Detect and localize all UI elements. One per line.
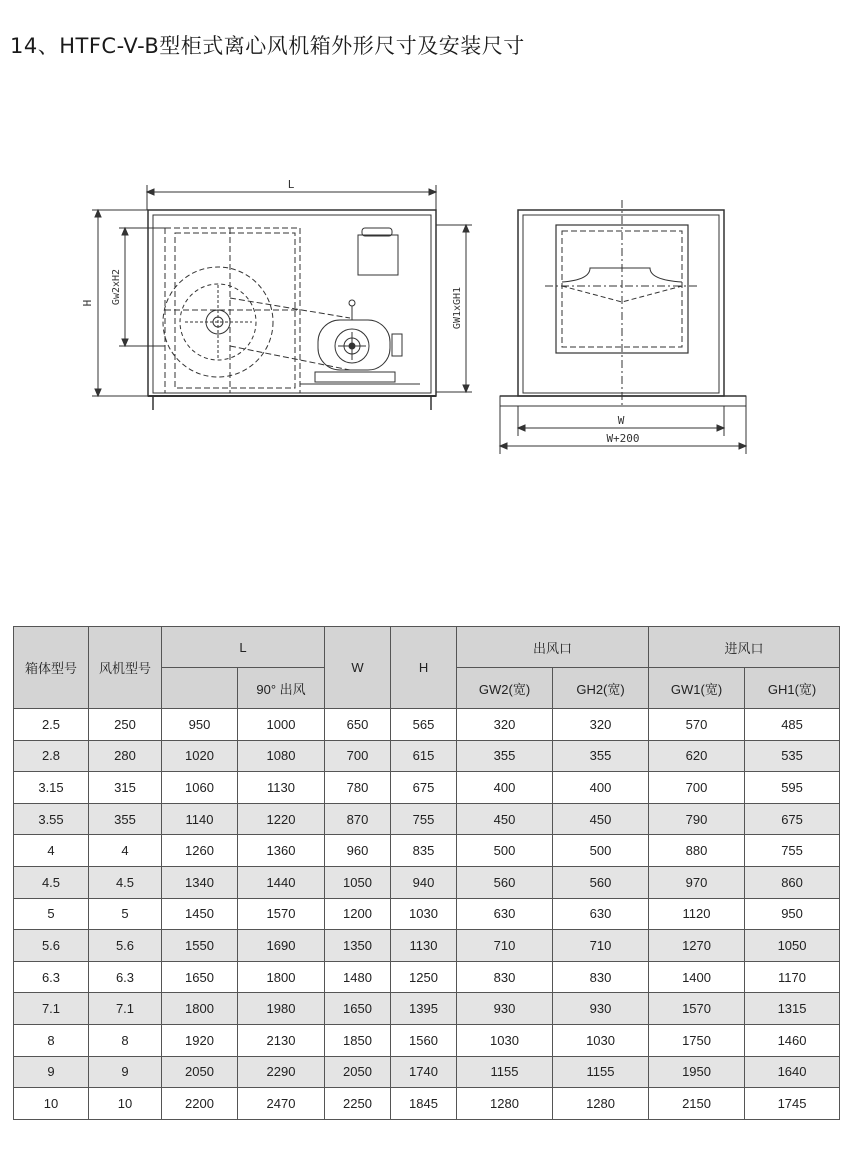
header-W: W	[325, 627, 391, 709]
header-L-90: 90° 出风	[238, 668, 325, 709]
label-L: L	[287, 178, 295, 191]
table-cell: 1550	[162, 930, 238, 962]
dimension-table	[13, 626, 840, 1120]
table-cell: 1750	[649, 1024, 745, 1056]
table-cell: 1260	[162, 835, 238, 867]
table-cell: 950	[162, 709, 238, 741]
table-cell: 10	[89, 1088, 162, 1120]
table-row	[14, 740, 840, 772]
table-cell: 1340	[162, 866, 238, 898]
table-cell: 755	[391, 803, 457, 835]
table-cell: 8	[14, 1024, 89, 1056]
table-cell: 1480	[325, 961, 391, 993]
table-cell: 830	[553, 961, 649, 993]
table-cell: 930	[457, 993, 553, 1025]
table-cell: 1650	[162, 961, 238, 993]
header-fan-model: 风机型号	[89, 627, 162, 709]
header-box-model: 箱体型号	[14, 627, 89, 709]
page-title: 14、HTFC-V-B型柜式离心风机箱外形尺寸及安装尺寸	[10, 34, 525, 58]
table-cell: 755	[745, 835, 840, 867]
table-cell: 3.15	[14, 772, 89, 804]
table-cell: 1360	[238, 835, 325, 867]
table-cell: 970	[649, 866, 745, 898]
table-row	[14, 709, 840, 741]
table-cell: 2130	[238, 1024, 325, 1056]
table-cell: 1140	[162, 803, 238, 835]
header-gh2: GH2(宽)	[553, 668, 649, 709]
front-casing	[518, 210, 724, 396]
side-casing	[148, 210, 436, 396]
table-cell: 6.3	[89, 961, 162, 993]
table-cell: 1950	[649, 1056, 745, 1088]
table-cell: 250	[89, 709, 162, 741]
table-cell: 4.5	[89, 866, 162, 898]
table-cell: 570	[649, 709, 745, 741]
table-cell: 1270	[649, 930, 745, 962]
control-box	[358, 235, 398, 275]
table-cell: 1450	[162, 898, 238, 930]
table-cell: 615	[391, 740, 457, 772]
label-W200: W+200	[606, 432, 640, 445]
table-cell: 1350	[325, 930, 391, 962]
table-cell: 2200	[162, 1088, 238, 1120]
table-cell: 2150	[649, 1088, 745, 1120]
table-cell: 880	[649, 835, 745, 867]
table-cell: 5.6	[14, 930, 89, 962]
table-cell: 400	[457, 772, 553, 804]
table-cell: 1030	[391, 898, 457, 930]
table-cell: 565	[391, 709, 457, 741]
table-cell: 2.5	[14, 709, 89, 741]
table-cell: 1020	[162, 740, 238, 772]
table-cell: 1130	[238, 772, 325, 804]
table-cell: 4	[89, 835, 162, 867]
label-H: H	[81, 299, 94, 307]
table-cell: 2050	[325, 1056, 391, 1088]
table-cell: 940	[391, 866, 457, 898]
header-gw1: GW1(宽)	[649, 668, 745, 709]
table-cell: 650	[325, 709, 391, 741]
table-cell: 1690	[238, 930, 325, 962]
table-cell: 535	[745, 740, 840, 772]
table-row	[14, 1056, 840, 1088]
table-cell: 1845	[391, 1088, 457, 1120]
label-gw2xh2: Gw2xH2	[111, 268, 122, 306]
table-cell: 9	[89, 1056, 162, 1088]
table-cell: 7.1	[89, 993, 162, 1025]
table-cell: 355	[89, 803, 162, 835]
table-cell: 450	[553, 803, 649, 835]
label-W: W	[617, 414, 625, 427]
header-gh1: GH1(宽)	[745, 668, 840, 709]
table-row	[14, 1088, 840, 1120]
table-cell: 630	[553, 898, 649, 930]
table-cell: 1460	[745, 1024, 840, 1056]
table-cell: 870	[325, 803, 391, 835]
table-cell: 280	[89, 740, 162, 772]
table-cell: 500	[553, 835, 649, 867]
drawing-svg	[0, 170, 850, 470]
header-H: H	[391, 627, 457, 709]
table-cell: 960	[325, 835, 391, 867]
table-cell: 1400	[649, 961, 745, 993]
table-cell: 780	[325, 772, 391, 804]
table-cell: 1155	[457, 1056, 553, 1088]
table-cell: 7.1	[14, 993, 89, 1025]
table-cell: 1395	[391, 993, 457, 1025]
table-cell: 1315	[745, 993, 840, 1025]
table-cell: 8	[89, 1024, 162, 1056]
table-cell: 1560	[391, 1024, 457, 1056]
table-cell: 4	[14, 835, 89, 867]
header-outlet: 出风口	[457, 627, 649, 668]
table-cell: 500	[457, 835, 553, 867]
table-cell: 1850	[325, 1024, 391, 1056]
table-cell: 675	[391, 772, 457, 804]
table-row	[14, 772, 840, 804]
table-cell: 1170	[745, 961, 840, 993]
table-cell: 450	[457, 803, 553, 835]
table-cell: 1130	[391, 930, 457, 962]
table-cell: 1440	[238, 866, 325, 898]
table-cell: 1745	[745, 1088, 840, 1120]
table-cell: 675	[745, 803, 840, 835]
table-cell: 2250	[325, 1088, 391, 1120]
table-cell: 10	[14, 1088, 89, 1120]
table-cell: 1060	[162, 772, 238, 804]
table-cell: 1050	[325, 866, 391, 898]
table-cell: 595	[745, 772, 840, 804]
label-gw1xgh1: GW1xGH1	[452, 286, 463, 330]
table-cell: 320	[553, 709, 649, 741]
table-cell: 950	[745, 898, 840, 930]
table-cell: 1250	[391, 961, 457, 993]
table-cell: 1800	[162, 993, 238, 1025]
base-frame	[500, 396, 746, 406]
table-row	[14, 866, 840, 898]
header-L-standard	[162, 668, 238, 709]
table-row	[14, 835, 840, 867]
table-cell: 4.5	[14, 866, 89, 898]
table-cell: 3.55	[14, 803, 89, 835]
table-cell: 2290	[238, 1056, 325, 1088]
dimension-drawing	[0, 170, 850, 470]
table-cell: 5.6	[89, 930, 162, 962]
table-cell: 1280	[553, 1088, 649, 1120]
table-cell: 830	[457, 961, 553, 993]
table-cell: 485	[745, 709, 840, 741]
table-cell: 710	[457, 930, 553, 962]
header-gw2: GW2(宽)	[457, 668, 553, 709]
table-cell: 1155	[553, 1056, 649, 1088]
table-cell: 1640	[745, 1056, 840, 1088]
table-cell: 560	[553, 866, 649, 898]
table-cell: 930	[553, 993, 649, 1025]
table-cell: 1030	[553, 1024, 649, 1056]
table-cell: 5	[14, 898, 89, 930]
table-cell: 2.8	[14, 740, 89, 772]
table-cell: 9	[14, 1056, 89, 1088]
table-cell: 355	[457, 740, 553, 772]
table-cell: 5	[89, 898, 162, 930]
table-cell: 355	[553, 740, 649, 772]
table-cell: 1650	[325, 993, 391, 1025]
table-cell: 1080	[238, 740, 325, 772]
header-L: L	[162, 627, 325, 668]
table-row	[14, 961, 840, 993]
table-cell: 1280	[457, 1088, 553, 1120]
table-row	[14, 930, 840, 962]
table-cell: 630	[457, 898, 553, 930]
table-cell: 835	[391, 835, 457, 867]
table-cell: 2470	[238, 1088, 325, 1120]
table-cell: 710	[553, 930, 649, 962]
table-cell: 1220	[238, 803, 325, 835]
table-cell: 1570	[238, 898, 325, 930]
table-cell: 6.3	[14, 961, 89, 993]
table-cell: 700	[649, 772, 745, 804]
table-row	[14, 993, 840, 1025]
table-cell: 2050	[162, 1056, 238, 1088]
table-cell: 1000	[238, 709, 325, 741]
table-cell: 320	[457, 709, 553, 741]
table-cell: 315	[89, 772, 162, 804]
table-cell: 860	[745, 866, 840, 898]
header-inlet: 进风口	[649, 627, 840, 668]
table-cell: 700	[325, 740, 391, 772]
table-cell: 1920	[162, 1024, 238, 1056]
table-cell: 1980	[238, 993, 325, 1025]
table-body	[14, 709, 840, 1120]
table-cell: 1120	[649, 898, 745, 930]
table-cell: 790	[649, 803, 745, 835]
table-row	[14, 898, 840, 930]
table-cell: 1800	[238, 961, 325, 993]
table-cell: 560	[457, 866, 553, 898]
table-cell: 1030	[457, 1024, 553, 1056]
table-cell: 1200	[325, 898, 391, 930]
table-row	[14, 803, 840, 835]
table-row	[14, 1024, 840, 1056]
table-cell: 1740	[391, 1056, 457, 1088]
table-cell: 400	[553, 772, 649, 804]
table-cell: 1050	[745, 930, 840, 962]
table-cell: 1570	[649, 993, 745, 1025]
table-cell: 620	[649, 740, 745, 772]
